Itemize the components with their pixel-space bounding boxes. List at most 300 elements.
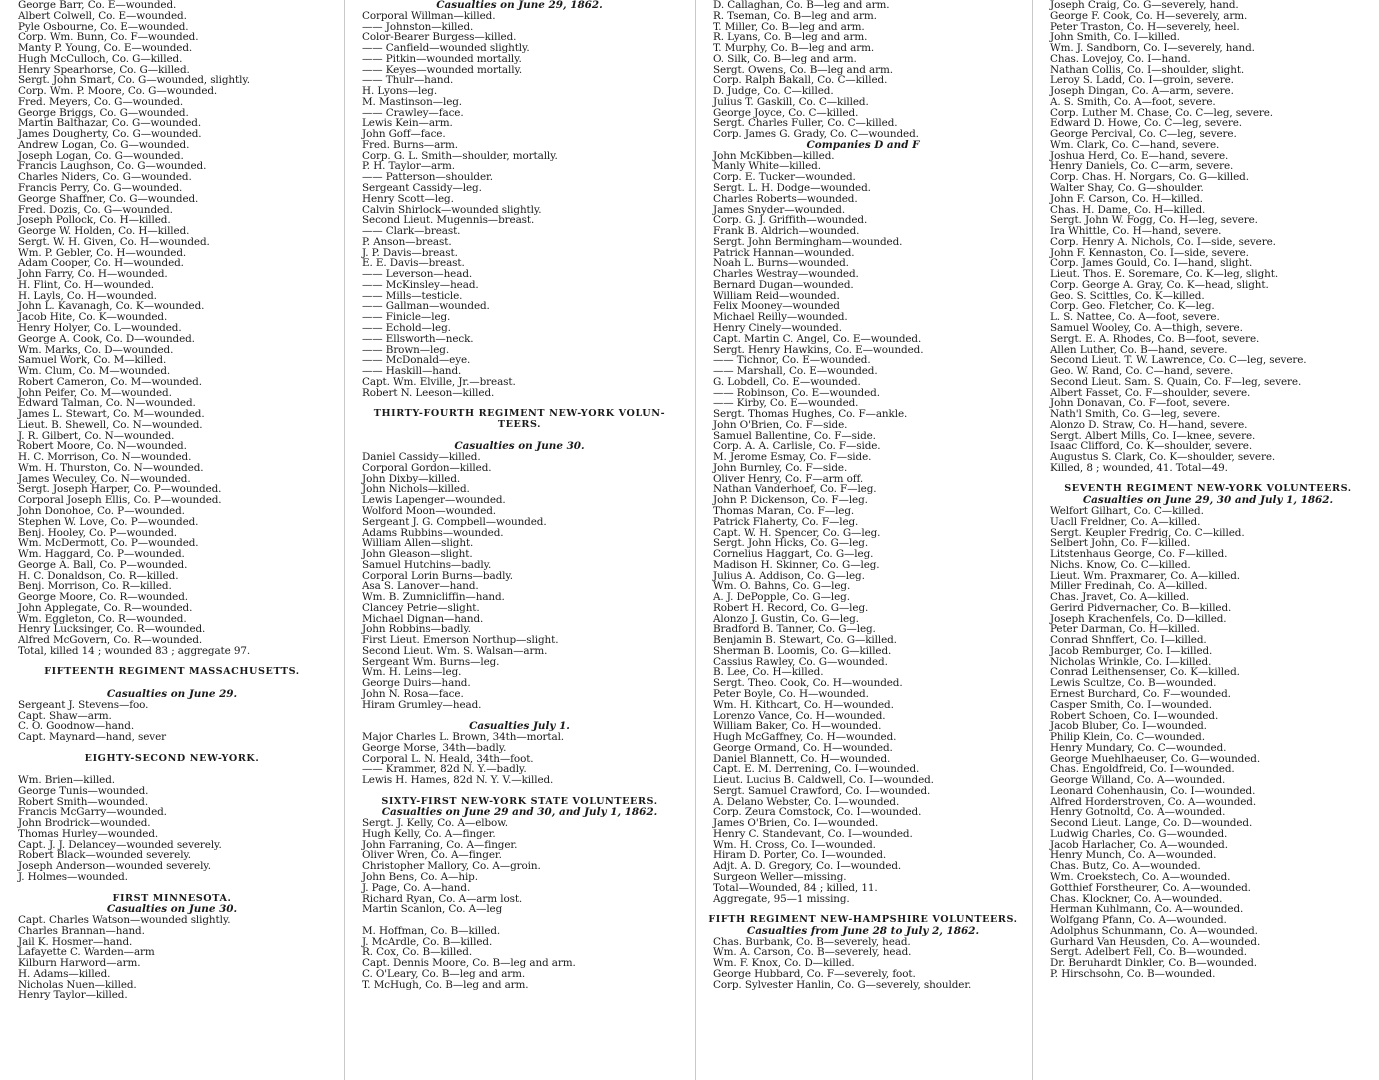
casualty-entry: Wm. Eggleton, Co. R—wounded. — [18, 613, 187, 625]
casualty-entry: Asa S. Lanover—hand. — [362, 581, 479, 593]
casualty-entry: James Weculey, Co. N—wounded. — [18, 473, 191, 485]
casualty-entry: D. Judge, Co. C—killed. — [713, 86, 834, 97]
casualty-entry: Capt. Wm. Elville, Jr.—breast. — [362, 376, 516, 388]
casualty-entry: E. E. Davis—breast. — [362, 258, 465, 270]
casualty-entry: Wm. Clark, Co. C—hand, severe. — [1050, 139, 1220, 151]
casualty-entry: George Muehlhaeuser, Co. G—wounded. — [1050, 753, 1261, 765]
casualty-entry: T. McHugh, Co. B—leg and arm. — [362, 979, 529, 991]
casualty-entry: John Smith, Co. I—killed. — [1050, 32, 1180, 44]
casualty-entry: Corporal Gordon—killed. — [362, 462, 492, 474]
casualty-entry: Alonzo D. Straw, Co. H—hand, severe. — [1050, 419, 1248, 431]
casualty-entry: —— Gallman—wounded. — [362, 301, 490, 313]
regiment-heading: FIRST MINNESOTA. — [112, 893, 232, 904]
casualty-entry: Hiram D. Porter, Co. I—wounded. — [713, 850, 887, 862]
casualty-entry: Robert Moore, Co. N—wounded. — [18, 441, 187, 453]
casualty-entry: George W. Holden, Co. H—killed. — [18, 226, 190, 237]
casualty-entry: Adam Cooper, Co. H—wounded. — [18, 258, 184, 270]
casualty-entry: Joseph Logan, Co. G—wounded. — [18, 150, 184, 162]
casualty-entry: Madison H. Skinner, Co. G—leg. — [713, 559, 880, 571]
casualty-entry: Wm. Clum, Co. M—wounded. — [18, 366, 171, 377]
casualty-entry: John L. Kavanagh, Co. K—wounded. — [18, 301, 205, 313]
casualty-entry: Ludwig Charles, Co. G—wounded. — [1050, 828, 1228, 840]
casualty-entry: —— Leverson—head. — [362, 269, 473, 280]
casualty-entry: Francis Laughson, Co. G—wounded. — [18, 161, 207, 173]
casualty-entry: Capt. Dennis Moore, Co. B—leg and arm. — [362, 958, 576, 969]
casualties-subheading: Casualties on June 30. — [106, 904, 238, 916]
casualty-entry: Second Lieut. Mugennis—breast. — [362, 215, 535, 227]
casualty-entry: Sergt. E. A. Rhodes, Co. B—foot, severe. — [1050, 333, 1260, 345]
casualty-entry: John Nichols—killed. — [362, 484, 470, 496]
casualty-entry: Gurhard Van Heusden, Co. A—wounded. — [1050, 936, 1261, 948]
casualty-entry: Joshua Herd, Co. E—hand, severe. — [1050, 150, 1229, 162]
casualty-entry: Oliver Henry, Co. F—arm off. — [713, 473, 864, 485]
casualty-entry: Edward D. Howe, Co. C—leg, severe. — [1050, 118, 1242, 130]
casualty-entry: Henry Taylor—killed. — [18, 990, 128, 1002]
casualty-entry: Samuel Ballentine, Co. F—side. — [713, 430, 876, 442]
casualty-entry: Wm. Croekstech, Co. A—wounded. — [1050, 872, 1231, 883]
casualty-entry: C. O'Leary, Co. B—leg and arm. — [362, 968, 526, 980]
casualty-entry: Joseph Krachenfels, Co. D—killed. — [1050, 613, 1227, 625]
casualty-entry: John Bens, Co. A—hip. — [362, 872, 478, 883]
casualty-entry: James L. Stewart, Co. M—wounded. — [18, 409, 205, 420]
casualty-entry: Sergt. J. Kelly, Co. A—elbow. — [362, 818, 508, 829]
casualty-entry: —— Krammer, 82d N. Y.—badly. — [362, 764, 527, 776]
casualty-entry: George Briggs, Co. G—wounded. — [18, 107, 189, 119]
casualty-entry: Henry Cinely—wounded. — [713, 322, 842, 334]
casualty-entry: Henry Munch, Co. A—wounded. — [1050, 850, 1217, 862]
casualty-entry: Capt. E. M. Derrening, Co. I—wounded. — [713, 764, 920, 776]
casualty-entry: Thomas Hurley—wounded. — [18, 828, 159, 840]
casualty-entry: Total, killed 14 ; wounded 83 ; aggregate 97. — [18, 645, 251, 657]
casualty-entry: —— Clark—breast. — [362, 226, 461, 237]
casualty-entry: Thomas Maran, Co. F—leg. — [713, 505, 855, 517]
casualty-entry: Isaac Clifford, Co. K—shoulder, severe. — [1050, 441, 1253, 453]
casualty-entry: Corp. E. Tucker—wounded. — [713, 172, 856, 184]
casualty-entry: Corporal Joseph Ellis, Co. P—wounded. — [18, 495, 222, 506]
casualty-entry: Fred. Meyers, Co. G—wounded. — [18, 96, 184, 108]
casualty-entry: John Donavan, Co. F—foot, severe. — [1050, 398, 1230, 410]
casualty-entry: Edward Talman, Co. N—wounded. — [18, 398, 196, 410]
casualty-entry: Charles Roberts—wounded. — [713, 193, 858, 205]
casualty-entry: Lieut. B. Shewell, Co. N—wounded. — [18, 419, 203, 431]
casualty-entry: —— Mills—testicle. — [362, 290, 463, 302]
casualty-entry: Henry Scott—leg. — [362, 193, 454, 205]
casualty-entry: Philip Klein, Co. C—wounded. — [1050, 732, 1205, 743]
casualty-entry: Samuel Work, Co. M—killed. — [18, 355, 167, 367]
casualty-entry: John O'Brien, Co. F—side. — [713, 419, 848, 431]
casualty-entry: Sergt. Owens, Co. B—leg and arm. — [713, 64, 893, 76]
casualty-entry: Benj. Hooley, Co. P—wounded. — [18, 527, 177, 539]
casualty-entry: Adolphus Schunmann, Co. A—wounded. — [1050, 925, 1258, 937]
casualty-entry: Second Lieut. T. W. Lawrence, Co. C—leg, severe. — [1050, 355, 1307, 367]
casualty-entry: William Allen—slight. — [362, 538, 474, 550]
casualty-entry: Sergt. Theo. Cook, Co. H—wounded. — [713, 678, 903, 689]
casualty-entry: T. Murphy, Co. B—leg and arm. — [713, 43, 875, 54]
casualty-entry: Casper Smith, Co. I—wounded. — [1050, 699, 1212, 711]
casualty-entry: J. P. Davis—breast. — [362, 247, 458, 259]
casualty-entry: Sergt. John Hicks, Co. G—leg. — [713, 538, 869, 550]
casualty-entry: P. H. Taylor—arm. — [362, 161, 455, 173]
casualty-entry: Jacob Harlacher, Co. A—wounded. — [1050, 839, 1228, 851]
casualty-entry: —— Keyes—wounded mortally. — [362, 64, 523, 76]
casualty-entry: Peter Darman, Co. H—killed. — [1050, 624, 1200, 636]
casualty-entry: Wm. B. Zumnicliffin—hand. — [362, 592, 505, 603]
spacer — [8, 678, 336, 689]
casualties-subheading: Companies D and F — [806, 139, 920, 151]
casualty-entry: John Applegate, Co. R—wounded. — [18, 602, 193, 614]
regiment-heading: FIFTH REGIMENT NEW-HAMPSHIRE VOLUNTEERS. — [708, 915, 1018, 926]
casualty-entry: Corp. Luther M. Chase, Co. C—leg, severe. — [1050, 107, 1273, 119]
casualty-entry: A. Delano Webster, Co. I—wounded. — [713, 796, 900, 808]
casualty-entry: Alonzo J. Gustin, Co. G—leg. — [713, 613, 859, 625]
casualty-entry: Gerird Pidvernacher, Co. B—killed. — [1050, 602, 1232, 614]
casualty-entry: H. C. Morrison, Co. N—wounded. — [18, 452, 192, 463]
casualty-entry: J. R. Gilbert, Co. N—wounded. — [18, 430, 175, 442]
casualty-entry: Joseph Dingan, Co. A—arm, severe. — [1050, 86, 1234, 97]
casualty-entry: Hugh McCulloch, Co. G—killed. — [18, 53, 183, 65]
casualty-entry: Fred. Dozis, Co. G—wounded. — [18, 204, 173, 216]
casualty-entry: Second Lieut. Wm. S. Walsan—arm. — [362, 645, 548, 657]
casualty-entry: George A. Ball, Co. P—wounded. — [18, 559, 188, 571]
casualty-entry: Surgeon Weller—missing. — [713, 872, 847, 883]
casualty-entry: Lewis Scultze, Co. B—wounded. — [1050, 678, 1217, 689]
casualty-entry: John Dixby—killed. — [362, 473, 461, 485]
casualty-entry: George Morse, 34th—badly. — [362, 742, 507, 754]
casualty-entry: H. Adams—killed. — [18, 968, 111, 980]
spacer — [8, 883, 336, 894]
casualty-entry: Jail K. Hosmer—hand. — [18, 936, 133, 948]
casualty-entry: Wm. P. Gebler, Co. H—wounded. — [18, 247, 187, 259]
casualty-entry: George Joyce, Co. C—killed. — [713, 107, 859, 119]
casualty-entry: Lieut. Wm. Praxmarer, Co. A—killed. — [1050, 570, 1240, 582]
casualty-entry: Joseph Anderson—wounded severely. — [18, 861, 211, 873]
casualty-entry: Robert Smith—wounded. — [18, 796, 149, 808]
casualty-entry: Wm. O. Bahns, Co. G—leg. — [713, 581, 851, 593]
casualty-entry: Chas. H. Dame, Co. H—killed. — [1050, 204, 1206, 216]
casualty-entry: —— Crawley—face. — [362, 107, 464, 119]
casualty-entry: Calvin Shirlock—wounded slightly. — [362, 204, 542, 216]
casualty-entry: John Burnley, Co. F—side. — [713, 462, 848, 474]
casualty-entry: —— Pitkin—wounded mortally. — [362, 53, 522, 65]
casualty-entry: Albert Fasset, Co. F—shoulder, severe. — [1050, 387, 1251, 399]
casualty-entry: H. Flint, Co. H—wounded. — [18, 279, 154, 291]
casualty-entry: Sergt. Joseph Harper, Co. P—wounded. — [18, 484, 222, 496]
casualty-entry: Sergeant J. Stevens—foo. — [18, 699, 149, 711]
casualty-entry: Hugh Kelly, Co. A—finger. — [362, 828, 496, 840]
casualty-entry: R. Cox, Co. B—killed. — [362, 947, 473, 959]
casualty-entry: Corp. Chas. H. Norgars, Co. G—killed. — [1050, 172, 1249, 184]
casualty-entry: Corp. Sylvester Hanlin, Co. G—severely, shoulder. — [713, 979, 972, 991]
casualty-entry: Wm. Haggard, Co. P—wounded. — [18, 549, 185, 560]
casualty-entry: Manty P. Young, Co. E—wounded. — [18, 43, 193, 54]
casualty-entry: John N. Rosa—face. — [362, 689, 464, 700]
casualty-entry: Wm. F. Knox, Co. D—killed. — [713, 958, 855, 969]
casualty-entry: Robert Schoen, Co. I—wounded. — [1050, 710, 1219, 722]
casualty-entry: R. Tseman, Co. B—leg and arm. — [713, 10, 877, 22]
casualty-entry: Corporal Willman—killed. — [362, 10, 496, 22]
casualty-entry: Sergeant J. G. Compbell—wounded. — [362, 516, 547, 528]
casualty-entry: —— Thulr—hand. — [362, 75, 454, 87]
casualty-entry: Lorenzo Vance, Co. H—wounded. — [713, 710, 886, 722]
casualty-entry: —— Finicle—leg. — [362, 312, 451, 323]
casualty-entry: William Baker, Co. H—wounded. — [713, 721, 882, 733]
casualty-entry: Nicholas Wrinkle, Co. I—killed. — [1050, 656, 1212, 668]
casualty-entry: Sergeant Cassidy—leg. — [362, 183, 482, 194]
casualty-entry: T. Miller, Co. B—leg and arm. — [713, 21, 865, 33]
casualty-entry: Michael Dignan—hand. — [362, 613, 484, 625]
casualty-entry: Ernest Burchard, Co. F—wounded. — [1050, 689, 1231, 700]
casualties-subheading: Casualties from June 28 to July 2, 1862. — [746, 925, 980, 937]
casualty-entry: Jacob Remburger, Co. I—killed. — [1050, 645, 1213, 657]
spacer — [352, 915, 687, 926]
casualty-entry: Benj. Morrison, Co. R—killed. — [18, 581, 172, 593]
casualty-entry: George Duirs—hand. — [362, 678, 471, 689]
casualty-entry: Julius A. Addison, Co. G—leg. — [713, 570, 865, 582]
casualty-entry: George F. Cook, Co. H—severely, arm. — [1050, 10, 1248, 22]
casualty-entry: Geo. S. Scittles, Co. K—killed. — [1050, 290, 1205, 302]
casualty-entry: Daniel Blannett, Co. H—wounded. — [713, 753, 891, 765]
casualty-entry: Dr. Beruhardt Dinkler, Co. B—wounded. — [1050, 958, 1257, 969]
casualty-entry: George Hubbard, Co. F—severely, foot. — [713, 968, 916, 980]
casualty-entry: Wm. Marks, Co. D—wounded. — [18, 344, 174, 356]
casualty-entry: Martin Scanlon, Co. A—leg — [362, 904, 503, 916]
casualty-entry: Chas. Jravet, Co. A—killed. — [1050, 592, 1190, 603]
column-1 — [8, 0, 336, 1080]
casualty-entry: Stephen W. Love, Co. P—wounded. — [18, 516, 199, 528]
casualty-entry: George Shaffner, Co. G—wounded. — [18, 193, 199, 205]
casualty-entry: John Goff—face. — [362, 129, 446, 140]
casualty-entry: Albert Colwell, Co. E—wounded. — [18, 10, 187, 22]
casualty-entry: George Percival, Co. C—leg, severe. — [1050, 129, 1237, 140]
casualty-entry: Andrew Logan, Co. G—wounded. — [18, 139, 190, 151]
casualty-entry: H. C. Donaldson, Co. R—killed. — [18, 570, 179, 582]
casualty-entry: Richard Ryan, Co. A—arm lost. — [362, 893, 523, 905]
casualty-entry: —— McDonald—eye. — [362, 355, 471, 367]
casualty-entry: R. Lyans, Co. B—leg and arm. — [713, 32, 868, 44]
casualty-entry: —— Kirby, Co. E—wounded. — [713, 398, 859, 410]
casualty-entry: John McKibben—killed. — [713, 150, 835, 162]
casualty-entry: Alfred McGovern, Co. R—wounded. — [18, 635, 203, 646]
casualty-entry: Sergt. Adelbert Fell, Co. B—wounded. — [1050, 947, 1247, 959]
casualty-entry: Sergt. Thomas Hughes, Co. F—ankle. — [713, 409, 908, 420]
casualty-entry: Nicholas Nuen—killed. — [18, 979, 137, 991]
casualty-entry: Hiram Grumley—head. — [362, 699, 482, 711]
casualty-entry: John Farry, Co. H—wounded. — [18, 269, 168, 280]
casualty-entry: Sergt. Samuel Crawford, Co. I—wounded. — [713, 785, 931, 797]
casualty-entry: Lafayette C. Warden—arm — [18, 947, 155, 959]
casualty-entry: Sergt. John Smart, Co. G—wounded, slightly. — [18, 75, 250, 87]
casualty-entry: Wm. H. Leins—leg. — [362, 667, 462, 679]
casualty-entry: Wm. H. Thurston, Co. N—wounded. — [18, 462, 204, 474]
casualty-entry: Charles Niders, Co. G—wounded. — [18, 172, 192, 184]
casualty-entry: Wm. J. Sandborn, Co. I—severely, hand. — [1050, 43, 1255, 54]
casualty-entry: Litstenhaus George, Co. F—killed. — [1050, 549, 1228, 560]
column-3 — [703, 0, 1023, 1080]
casualty-entry: H. Lyons—leg. — [362, 86, 438, 97]
casualty-entry: Fred. Burns—arm. — [362, 139, 459, 151]
casualty-entry: Patrick Flaherty, Co. F—leg. — [713, 516, 859, 528]
casualty-entry: Sergt. John W. Fogg, Co. H—leg, severe. — [1050, 215, 1258, 227]
casualty-entry: Sergt. W. H. Given, Co. H—wounded. — [18, 236, 210, 248]
casualty-entry: Chas. Butz, Co. A—wounded. — [1050, 861, 1201, 873]
casualty-entry: —— Tichnor, Co. E—wounded. — [713, 355, 871, 367]
casualty-entry: Nathan Vanderhoef, Co. F—leg. — [713, 484, 877, 496]
casualty-entry: John Gleason—slight. — [362, 549, 473, 560]
casualty-entry: Pyle Osbourne, Co. E—wounded. — [18, 21, 189, 33]
casualty-entry: Capt. Martin C. Angel, Co. E—wounded. — [713, 333, 922, 345]
casualty-entry: Henry Spearhorse, Co. G—killed. — [18, 64, 190, 76]
casualty-entry: Henry Gotnoltd, Co. A—wounded. — [1050, 807, 1226, 819]
casualty-entry: Killed, 8 ; wounded, 41. Total—49. — [1050, 462, 1228, 474]
casualty-entry: J. McArdle, Co. B—killed. — [362, 936, 493, 948]
casualty-entry: —— Canfield—wounded slightly. — [362, 43, 530, 54]
casualty-entry: Chas. Engoldfreid, Co. I—wounded. — [1050, 764, 1235, 776]
casualty-entry: Sergt. John Bermingham—wounded. — [713, 236, 903, 248]
casualty-entry: Sergt. Henry Hawkins, Co. E—wounded. — [713, 344, 924, 356]
casualty-entry: Gotthief Forstheurer, Co. A—wounded. — [1050, 882, 1251, 894]
casualty-entry: Jacob Bluber, Co. I—wounded. — [1050, 721, 1207, 733]
casualty-entry: Corp. A. A. Carlisle, Co. F—side. — [713, 441, 881, 453]
casualty-entry: Christopher Mallory, Co. A—groin. — [362, 861, 541, 873]
column-divider — [1032, 0, 1033, 1080]
spacer — [1040, 474, 1376, 485]
casualty-entry: George Moore, Co. R—wounded. — [18, 592, 188, 603]
casualty-entry: Clancey Petrie—slight. — [362, 602, 480, 614]
casualty-entry: Martin Balthazar, Co. G—wounded. — [18, 118, 202, 130]
casualty-entry: Bernard Dugan—wounded. — [713, 279, 854, 291]
casualty-entry: Francis Perry, Co. G—wounded. — [18, 183, 183, 194]
casualty-entry: —— Marshall, Co. E—wounded. — [713, 366, 878, 377]
casualty-entry: Wolfgang Pfann, Co. A—wounded. — [1050, 915, 1227, 926]
casualty-entry: Sherman B. Loomis, Co. G—killed. — [713, 645, 892, 657]
regiment-heading: TEERS. — [497, 419, 542, 430]
casualty-entry: John Farraning, Co. A—finger. — [362, 839, 518, 851]
casualty-entry: Wm. A. Carson, Co. B—severely, head. — [713, 947, 912, 959]
casualty-entry: Adjt. A. D. Gregory, Co. I—wounded. — [713, 861, 902, 873]
casualties-subheading: Casualties on June 29, 30 and July 1, 1862. — [1082, 495, 1334, 506]
casualty-entry: —— Haskill—hand. — [362, 366, 462, 377]
casualty-entry: Corp. G. L. Smith—shoulder, mortally. — [362, 150, 558, 162]
casualty-entry: J. Page, Co. A—hand. — [362, 882, 471, 894]
regiment-heading: FIFTEENTH REGIMENT MASSACHUSETTS. — [44, 667, 300, 678]
casualty-entry: Leonard Cohenhausin, Co. I—wounded. — [1050, 785, 1256, 797]
casualty-entry: Corp. Henry A. Nichols, Co. I—side, severe. — [1050, 236, 1276, 248]
casualty-entry: —— Ellsworth—neck. — [362, 333, 474, 345]
casualty-entry: Selbert John, Co. F—killed. — [1050, 538, 1191, 550]
casualty-entry: First Lieut. Emerson Northup—slight. — [362, 635, 559, 646]
casualty-entry: Walter Shay, Co. G—shoulder. — [1050, 183, 1204, 194]
casualty-entry: Major Charles L. Brown, 34th—mortal. — [362, 732, 565, 743]
casualty-entry: Second Lieut. Sam. S. Quain, Co. F—leg, severe. — [1050, 376, 1302, 388]
spacer — [352, 431, 687, 442]
casualty-entry: Manly White—killed. — [713, 161, 821, 173]
casualty-entry: Chas. Klockner, Co. A—wounded. — [1050, 893, 1223, 905]
casualty-entry: Aggregate, 95—1 missing. — [713, 893, 850, 905]
casualty-entry: Charles Brannan—hand. — [18, 925, 145, 937]
casualty-entry: G. Lobdell, Co. E—wounded. — [713, 376, 861, 388]
casualty-entry: Corp. Geo. Fletcher, Co. K—leg. — [1050, 301, 1215, 313]
casualty-entry: Corp. Wm. P. Moore, Co. G—wounded. — [18, 86, 218, 97]
casualty-entry: Sergt. Keupler Fredrig, Co. C—killed. — [1050, 527, 1245, 539]
casualty-entry: Sergt. Charles Fuller, Co. C—killed. — [713, 118, 898, 130]
casualty-entry: M. Hoffman, Co. B—killed. — [362, 925, 501, 937]
casualty-entry: Lewis H. Hames, 82d N. Y. V.—killed. — [362, 775, 554, 786]
casualty-entry: Corporal Lorin Burns—badly. — [362, 570, 513, 582]
casualty-entry: Conrad Shnffert, Co. I—killed. — [1050, 635, 1207, 646]
regiment-heading: THIRTY-FOURTH REGIMENT NEW-YORK VOLUN- — [373, 409, 666, 420]
casualty-entry: Peter Boyle, Co. H—wounded. — [713, 689, 869, 700]
casualty-entry: Miller Fredinah, Co. A—killed. — [1050, 581, 1208, 593]
casualty-entry: Capt. Charles Watson—wounded slightly. — [18, 915, 231, 926]
casualty-entry: —— Echold—leg. — [362, 322, 451, 334]
casualty-entry: Michael Reilly—wounded. — [713, 312, 848, 323]
casualty-entry: Augustus S. Clark, Co. K—shoulder, severe. — [1050, 452, 1276, 463]
casualty-entry: Corp. G. J. Griffith—wounded. — [713, 215, 868, 227]
casualty-entry: D. Callaghan, Co. B—leg and arm. — [713, 0, 890, 11]
casualty-entry: Henry Daniels, Co. C—arm, severe. — [1050, 161, 1234, 173]
casualty-entry: Corp. Ralph Bakall, Co. C—killed. — [713, 75, 888, 87]
spacer — [8, 657, 336, 668]
spacer — [352, 398, 687, 409]
casualty-entry: Oliver Wren, Co. A—finger. — [362, 850, 502, 862]
casualty-entry: John F. Carson, Co. H—killed. — [1050, 193, 1203, 205]
casualty-entry: M. Mastinson—leg. — [362, 96, 462, 108]
column-4 — [1040, 0, 1376, 1080]
casualty-entry: Kilburn Harword—arm. — [18, 958, 141, 969]
casualty-entry: James Dougherty, Co. G—wounded. — [18, 129, 202, 140]
casualty-entry: John Peifer, Co. M—wounded. — [18, 387, 172, 399]
column-divider — [344, 0, 345, 1080]
casualty-entry: C. O. Goodnow—hand. — [18, 721, 135, 733]
casualties-subheading: Casualties on June 30. — [454, 441, 585, 453]
casualty-entry: Henry C. Standevant, Co. I—wounded. — [713, 828, 913, 840]
casualty-entry: Robert Black—wounded severely. — [18, 850, 192, 862]
column-2 — [352, 0, 687, 1080]
spacer — [8, 764, 336, 775]
casualty-entry: Lewis Lapenger—wounded. — [362, 495, 506, 506]
casualty-entry: George Willand, Co. A—wounded. — [1050, 775, 1226, 786]
casualty-entry: Wm. H. Kithcart, Co. H—wounded. — [713, 699, 894, 711]
casualty-entry: —— Brown—leg. — [362, 344, 450, 356]
casualty-entry: Henry Lucksinger, Co. R—wounded. — [18, 624, 206, 636]
spacer — [352, 786, 687, 797]
casualties-subheading: Casualties on June 29 and 30, and July 1, 1862. — [381, 807, 658, 819]
casualties-subheading: Casualties July 1. — [469, 721, 570, 733]
casualty-entry: Chas. Lovejoy, Co. I—hand. — [1050, 53, 1191, 65]
casualty-entry: J. Holmes—wounded. — [18, 872, 128, 883]
casualty-entry: Samuel Wooley, Co. A—thigh, severe. — [1050, 322, 1243, 334]
casualty-entry: Capt. W. H. Spencer, Co. G—leg. — [713, 527, 881, 539]
casualty-entry: —— Johnston—killed. — [362, 21, 474, 33]
casualty-entry: Robert H. Record, Co. G—leg. — [713, 602, 869, 614]
casualty-entry: George Barr, Co. E—wounded. — [18, 0, 177, 11]
casualty-entry: Allen Luther, Co. B—hand, severe. — [1050, 344, 1228, 356]
casualty-entry: Lieut. Thos. E. Soremare, Co. K—leg, slight. — [1050, 269, 1279, 280]
casualty-entry: Adams Rubbins—wounded. — [362, 527, 504, 539]
casualty-entry: Corporal L. N. Heald, 34th—foot. — [362, 753, 534, 765]
casualty-entry: H. Layls, Co. H—wounded. — [18, 290, 157, 302]
casualty-entry: Wolford Moon—wounded. — [362, 505, 496, 517]
casualties-subheading: Casualties on June 29. — [106, 689, 238, 700]
casualty-entry: Daniel Cassidy—killed. — [362, 452, 481, 463]
casualty-entry: Benjamin B. Stewart, Co. G—killed. — [713, 635, 897, 646]
casualty-entry: Uacll Freldner, Co. A—killed. — [1050, 516, 1201, 528]
casualty-entry: A. S. Smith, Co. A—foot, severe. — [1050, 96, 1216, 108]
casualty-entry: Hugh McGaffney, Co. H—wounded. — [713, 732, 897, 743]
casualty-entry: Color-Bearer Burgess—killed. — [362, 32, 517, 44]
spacer — [8, 743, 336, 754]
casualty-entry: George Ormand, Co. H—wounded. — [713, 742, 893, 754]
